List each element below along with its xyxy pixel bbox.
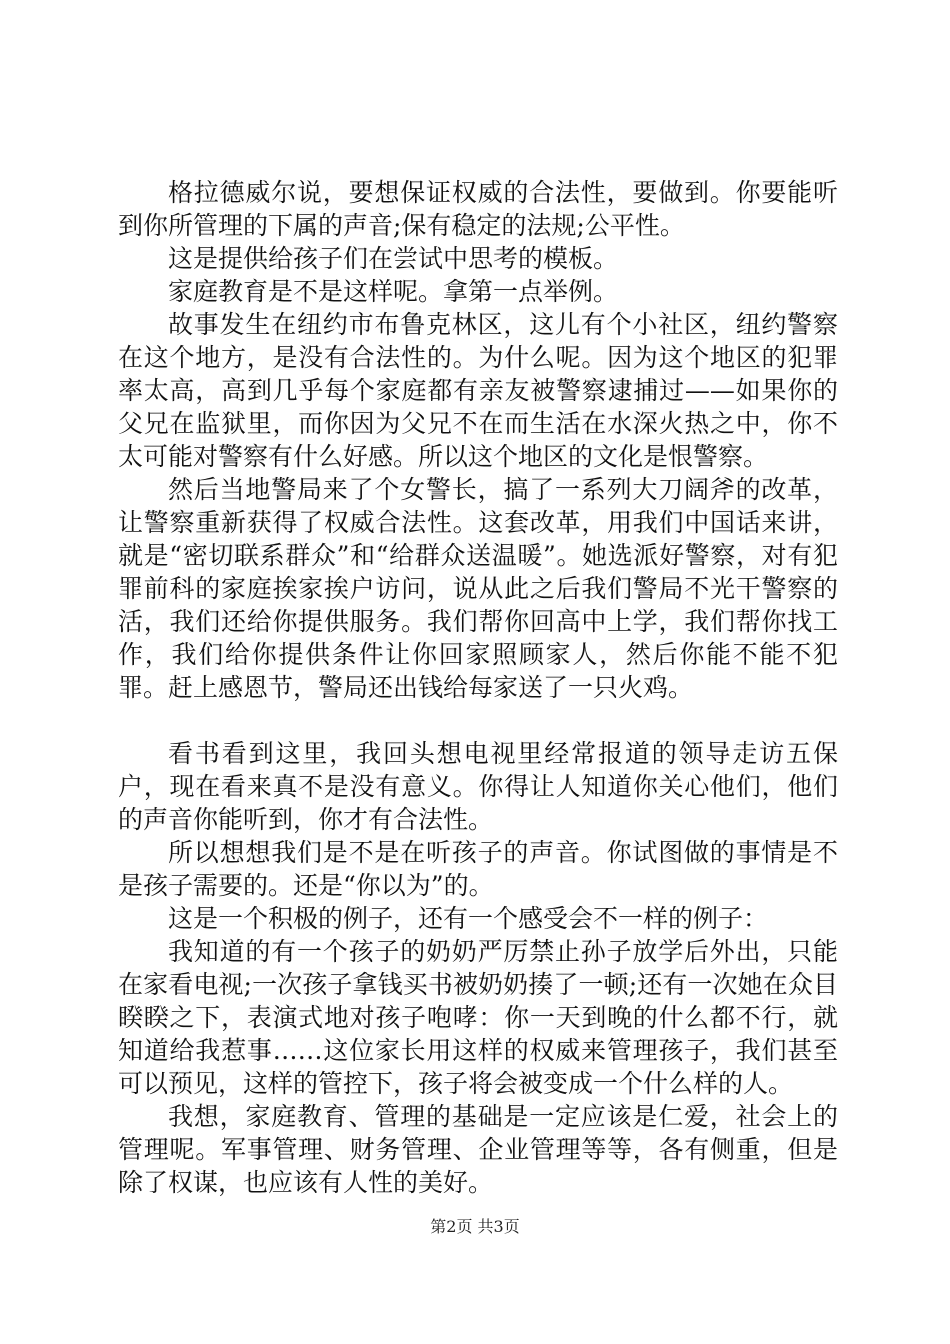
document-body [118, 176, 838, 1199]
paragraph-5: 然后当地警局来了个女警长，搞了一系列大刀阔斧的改革，让警察重新获得了权威合法性。这套改革，用我们中国话来讲，就是“密切联系群众”和“给群众送温暖”。她选派好警察，对有犯罪前科的家庭挨家挨户访问，说从此之后我们警局不光干警察的活，我们还给你提供服务。我们帮你回高中上学，我们帮你找工作，我们给你提供条件让你回家照顾家人，然后你能不能不犯罪。赶上感恩节，警局还出钱给每家送了一只火鸡。 [118, 475, 838, 702]
paragraph-2: 这是提供给孩子们在尝试中思考的模板。 [168, 244, 619, 273]
paragraph-6: 看书看到这里，我回头想电视里经常报道的领导走访五保户，现在看来真不是没有意义。你得让人知道你关心他们，他们的声音你能听到，你才有合法性。 [118, 739, 838, 834]
paragraph-1: 格拉德威尔说，要想保证权威的合法性，要做到。你要能听到你所管理的下属的声音;保有稳定的法规;公平性。 [118, 178, 838, 240]
paragraph-3: 家庭教育是不是这样呢。拿第一点举例。 [168, 277, 619, 306]
paragraph-10: 我想，家庭教育、管理的基础是一定应该是仁爱，社会上的管理呢。军事管理、财务管理、企业管理等等，各有侧重，但是除了权谋，也应该有人性的美好。 [118, 1102, 838, 1197]
paragraph-7: 所以想想我们是不是在听孩子的声音。你试图做的事情是不是孩子需要的。还是“你以为”的。 [118, 838, 838, 900]
page-number-footer: 第2页 共3页 [430, 1217, 520, 1236]
paragraph-4: 故事发生在纽约市布鲁克林区，这儿有个小社区，纽约警察在这个地方，是没有合法性的。为什么呢。因为这个地区的犯罪率太高，高到几乎每个家庭都有亲友被警察逮捕过——如果你的父兄在监狱里，而你因为父兄不在而生活在水深火热之中，你不太可能对警察有什么好感。所以这个地区的文化是恨警察。 [118, 310, 838, 471]
paragraph-8: 这是一个积极的例子，还有一个感受会不一样的例子： [168, 904, 769, 933]
paragraph-9: 我知道的有一个孩子的奶奶严厉禁止孙子放学后外出，只能在家看电视;一次孩子拿钱买书被奶奶揍了一顿;还有一次她在众目睽睽之下，表演式地对孩子咆哮：你一天到晚的什么都不行，就知道给我惹事……这位家长用这样的权威来管理孩子，我们甚至可以预见，这样的管控下，孩子将会被变成一个什么样的人。 [118, 937, 838, 1098]
